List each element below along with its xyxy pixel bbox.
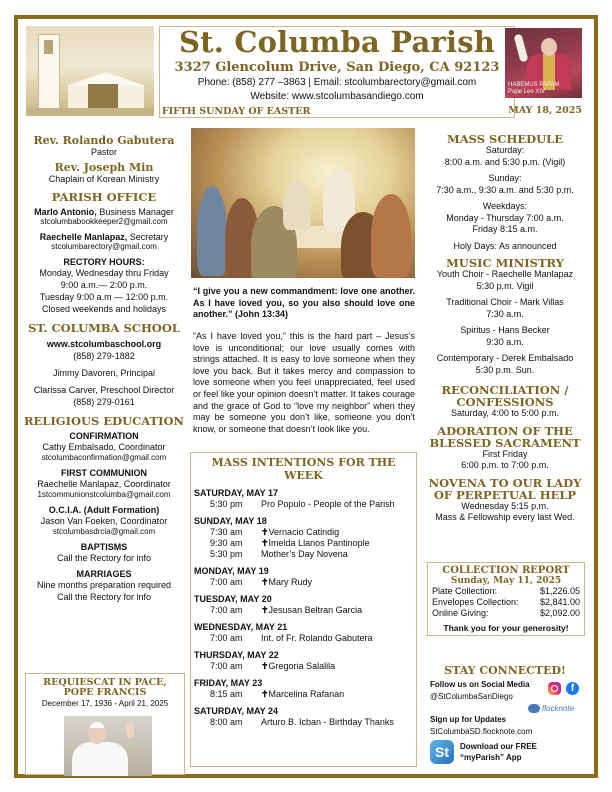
intention-row	[194, 717, 416, 728]
intention-day-heading: TUESDAY, MAY 20	[194, 594, 272, 604]
intention-time: 7:00 am	[210, 633, 243, 643]
requiescat-title: REQUIESCAT IN PACE, POPE FRANCIS	[43, 677, 167, 698]
mass-intentions-list	[191, 488, 416, 728]
collection-date: Sunday, May 11, 2025	[450, 576, 562, 586]
updates-label: Sign up for Updates	[430, 715, 506, 724]
right-column	[424, 133, 586, 524]
adoration-line: First Friday	[482, 448, 528, 459]
intention-row	[194, 633, 416, 644]
intention-day	[194, 488, 416, 510]
intention-text: ✝Mary Rudy	[261, 577, 313, 587]
school-principal: Jimmy Davoren, Principal	[52, 368, 156, 378]
intention-text: ✝Vernacio Catindig	[261, 527, 340, 537]
left-column	[22, 134, 186, 603]
religious-education-heading: RELIGIOUS EDUCATION	[23, 414, 185, 428]
intention-row	[194, 605, 416, 616]
music-group: Contemporary - Derek Embalsado 5:30 p.m. Sun.	[436, 353, 574, 375]
cross-icon: ✝	[261, 527, 269, 537]
facebook-icon[interactable]: f	[566, 682, 579, 695]
re-program: FIRST COMMUNION Raechelle Manlapaz, Coordinator 1stcommunionstcolumba@gmail.com	[22, 468, 186, 499]
intention-time: 8:15 am	[210, 689, 243, 699]
intention-row	[194, 499, 416, 510]
intention-day-heading: SATURDAY, MAY 24	[194, 706, 279, 716]
instagram-icon[interactable]	[548, 682, 561, 695]
intention-day-heading: MONDAY, MAY 19	[194, 566, 269, 576]
intention-day-heading: WEDNESDAY, MAY 21	[194, 622, 288, 632]
program-email[interactable]: 1stcommunionstcolumba@gmail.com	[37, 490, 171, 499]
collection-report	[427, 562, 585, 636]
rectory-hours-line: 9:00 a.m.— 2:00 p.m.	[60, 280, 148, 290]
schedule-block: Sunday: 7:30 a.m., 9:30 a.m. and 5:30 p.m.	[436, 173, 574, 195]
intention-time: 5:30 pm	[210, 549, 243, 559]
music-group: Youth Choir - Raechelle Manlapaz 5:30 p.m. Vigil	[436, 269, 574, 291]
clergy-role: Pastor	[90, 147, 117, 157]
social-media-label: Follow us on Social Media	[430, 680, 530, 689]
cross-icon: ✝	[261, 577, 269, 587]
liturgical-day: FIFTH SUNDAY OF EASTER	[162, 106, 311, 117]
adoration-line: 6:00 p.m. to 7:00 p.m.	[461, 460, 549, 470]
rectory-hours-line: Closed weekends and holidays	[41, 304, 167, 314]
flocknote-icon	[528, 704, 540, 713]
staff-member: Raechelle Manlapaz, Secretary	[39, 232, 169, 242]
collection-heading: COLLECTION REPORT	[442, 565, 570, 576]
masthead	[159, 26, 515, 118]
intention-row	[194, 549, 416, 560]
intention-day-heading: FRIDAY, MAY 23	[194, 678, 263, 688]
flocknote-link[interactable]: StColumbaSD.flocknote.com	[430, 727, 533, 736]
intention-day	[194, 622, 416, 644]
intention-day-heading: SUNDAY, MAY 18	[194, 516, 267, 526]
re-program: MARRIAGES Nine months preparation required Call the Rectory for info	[36, 569, 172, 602]
music-ministry-heading: MUSIC MINISTRY	[446, 256, 564, 270]
cross-icon: ✝	[261, 689, 269, 699]
flocknote-logo[interactable]: flocknote	[528, 704, 574, 713]
requiescat-box	[25, 673, 185, 775]
schedule-block: Holy Days: As announced	[453, 240, 557, 251]
music-group: Spiritus - Hans Becker 9:30 a.m.	[460, 325, 550, 347]
staff-member: Marlo Antonio, Business Manager	[34, 207, 174, 217]
clergy-role: Chaplain of Korean Ministry	[48, 174, 160, 184]
cross-icon: ✝	[261, 605, 269, 615]
intention-text: Int. of Fr. Rolando Gabutera	[261, 633, 373, 643]
intention-row	[194, 577, 416, 588]
intention-time: 8:00 am	[210, 717, 243, 727]
issue-date: MAY 18, 2025	[508, 105, 582, 116]
novena-heading: NOVENA TO OUR LADY OF PERPETUAL HELP	[428, 475, 582, 502]
schedule-block: Weekdays: Monday - Thursday 7:00 a.m. Friday 8:15 a.m.	[446, 201, 564, 234]
intention-day	[194, 516, 416, 560]
rectory-hours-line: Tuesday 9:00 a.m — 12:00 p.m.	[39, 292, 169, 302]
intention-time: 7:30 am	[210, 527, 243, 537]
pope-caption: HABEMUS PAPAM Pope Leo XIV	[508, 82, 560, 95]
collection-row: Online Giving: $2,092.00	[432, 608, 580, 618]
intention-time: 7:00 am	[210, 605, 243, 615]
cross-icon: ✝	[261, 538, 269, 548]
program-email[interactable]: stcolumbasdrcia@gmail.com	[52, 527, 156, 536]
clergy-name: Rev. Joseph Min	[54, 161, 154, 174]
mass-intentions-heading: MASS INTENTIONS FOR THE WEEK	[211, 456, 396, 482]
school-website[interactable]: www.stcolumbaschool.org	[46, 339, 162, 349]
parish-address: 3327 Glencolum Drive, San Diego, CA 92123	[174, 60, 500, 75]
intention-row	[194, 689, 416, 700]
intention-time: 7:00 am	[210, 577, 243, 587]
pope-francis-photo	[64, 716, 152, 776]
intention-time: 5:30 pm	[210, 499, 243, 509]
intention-day-heading: THURSDAY, MAY 22	[194, 650, 279, 660]
preschool-director: Clarissa Carver, Preschool Director	[33, 385, 175, 395]
intention-day	[194, 594, 416, 616]
intention-day	[194, 706, 416, 728]
intention-text: ✝Marcelina Rafanan	[261, 689, 345, 699]
intention-text: Mother’s Day Novena	[261, 549, 348, 559]
collection-row: Plate Collection: $1,226.05	[432, 586, 580, 596]
intention-day	[194, 678, 416, 700]
collection-row: Envelopes Collection: $2,841.00	[432, 597, 580, 607]
adoration-heading: ADORATION OF THE BLESSED SACRAMENT	[429, 423, 581, 450]
reflection-text: “As I have loved you,” this is the hard part – Jesus’s love is unconditional; our love usually comes with strings attached. It is easy to love someone when they love you back. But it takes mercy and compassion to love someone when you feel unappreciated, feel used or feel like your opinion doesn’t matter. It takes courage and the grace of God to “love my neighbor” when they may be someone you don’t like, someone you don’t know, or someone that doesn’t look like you.	[193, 331, 415, 434]
reconciliation-heading: RECONCILIATION / CONFESSIONS	[441, 383, 569, 409]
re-program: O.C.I.A. (Adult Formation) Jason Van Foeken, Coordinator stcolumbasdrcia@gmail.com	[22, 505, 186, 536]
school-phone: (858) 279-1882	[73, 351, 135, 361]
mass-intentions-box	[190, 452, 417, 767]
novena-line: Mass & Fellowship every last Wed.	[435, 512, 575, 522]
intention-day	[194, 650, 416, 672]
intention-row	[194, 527, 416, 538]
church-photo	[26, 26, 154, 116]
parish-website: Website: www.stcolumbasandiego.com	[250, 91, 424, 102]
requiescat-dates: December 17, 1936 - April 21, 2025	[41, 699, 169, 708]
intention-time: 7:00 am	[210, 661, 243, 671]
mass-schedule-heading: MASS SCHEDULE	[447, 132, 563, 146]
intention-row	[194, 661, 416, 672]
stay-connected-heading: STAY CONNECTED!	[444, 664, 566, 677]
re-program: BAPTISMS Call the Rectory for info	[56, 542, 152, 563]
intention-row	[194, 538, 416, 549]
rectory-hours-heading: RECTORY HOURS:	[63, 257, 145, 267]
program-email[interactable]: stcolumbaconfirmation@gmail.com	[41, 453, 167, 462]
parish-contact: Phone: (858) 277 –3863 | Email: stcolumbarectory@gmail.com	[197, 77, 477, 88]
staff-email[interactable]: stcolumbarectory@gmail.com	[51, 242, 157, 251]
school-heading: ST. COLUMBA SCHOOL	[28, 321, 180, 335]
schedule-block: Saturday: 8:00 a.m. and 5:30 p.m. (Vigil)	[444, 145, 566, 167]
parish-name: St. Columba Parish	[178, 25, 496, 59]
collection-thanks: Thank you for your generosity!	[443, 623, 569, 633]
intention-text: Arturo B. Icban - Birthday Thanks	[261, 717, 394, 727]
intention-text: Pro Populo - People of the Parish	[261, 499, 395, 509]
intention-day	[194, 566, 416, 588]
intention-text: ✝Jesusan Beltran Garcia	[261, 605, 363, 615]
reconciliation-time: Saturday, 4:00 to 5:00 p.m.	[451, 408, 559, 418]
music-group: Traditional Choir - Mark Villas 7:30 a.m.	[446, 297, 564, 319]
re-program: CONFIRMATION Cathy Embalsado, Coordinator stcolumbaconfirmation@gmail.com	[22, 431, 186, 462]
social-handle[interactable]: @StColumbaSanDiego	[430, 692, 513, 701]
pope-leo-photo	[505, 28, 582, 98]
clergy-name: Rev. Rolando Gabutera	[33, 134, 175, 147]
scripture-quote: “I give you a new commandment: love one another. As I have loved you, so you also should love one another.” (John 13:34)	[193, 286, 415, 319]
preschool-phone: (858) 279-0161	[73, 397, 135, 407]
novena-line: Wednesday 5:15 p.m.	[461, 500, 549, 511]
parish-office-heading: PARISH OFFICE	[51, 190, 157, 204]
intention-text: ✝Gregoria Salalila	[261, 661, 336, 671]
myparish-app-label[interactable]: Download our FREE “myParish” App	[460, 742, 537, 762]
myparish-app-icon[interactable]: St	[430, 740, 454, 764]
intention-time: 9:30 am	[210, 538, 243, 548]
last-supper-painting	[191, 128, 415, 278]
intention-day-heading: SATURDAY, MAY 17	[194, 488, 279, 498]
rectory-hours-line: Monday, Wednesday thru Friday	[39, 268, 169, 278]
staff-email[interactable]: stcolumbabookkeeper2@gmail.com	[40, 217, 168, 226]
intention-text: ✝Imelda Llanos Pantinople	[261, 538, 370, 548]
cross-icon: ✝	[261, 661, 269, 671]
